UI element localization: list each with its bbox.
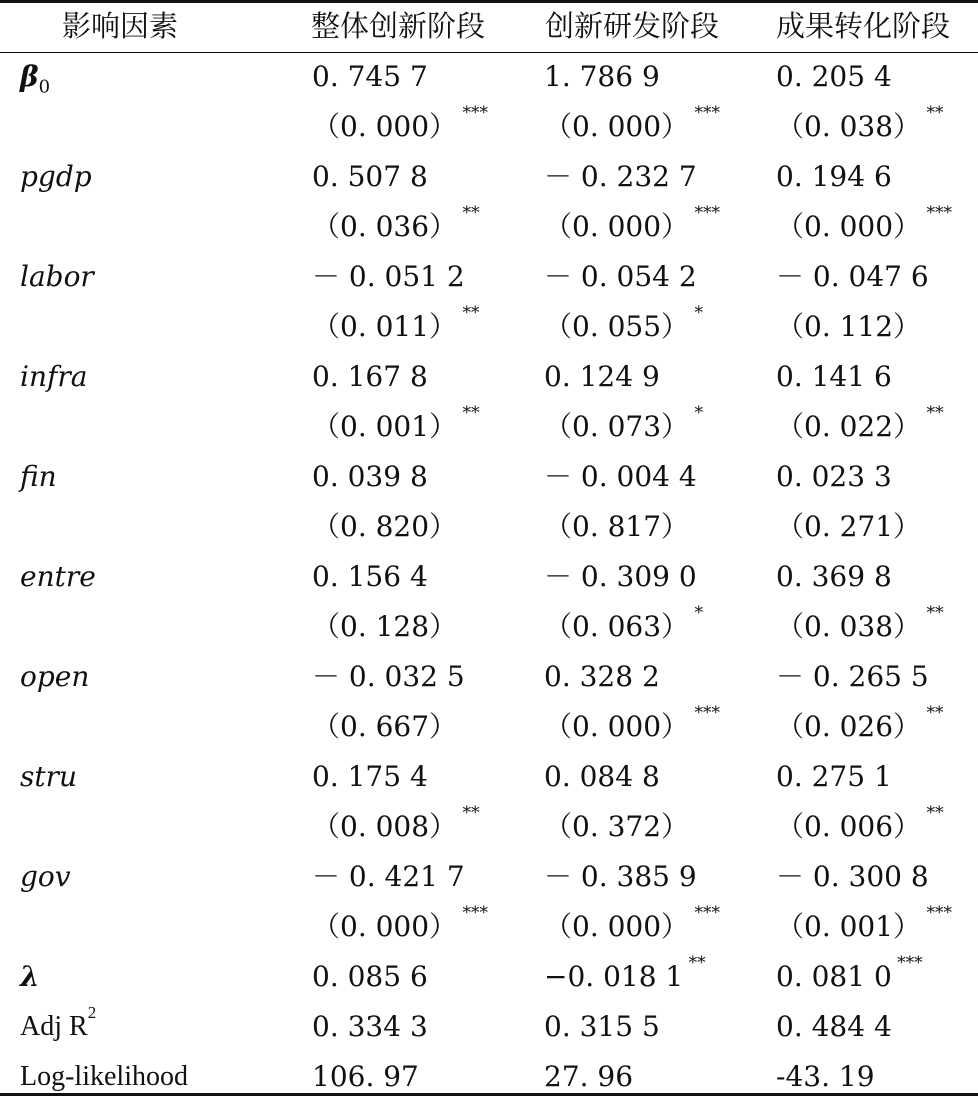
- table-row: [0, 402, 978, 452]
- table-row: [0, 452, 978, 502]
- rd-stage-cell: [544, 302, 703, 352]
- table-row: [0, 102, 978, 152]
- transformation-stage-cell: 0. 369 8: [776, 560, 892, 593]
- overall-stage-cell: （0. 128）: [312, 610, 458, 643]
- overall-stage-cell: 0. 175 4: [312, 760, 428, 793]
- rd-stage-cell: － 0. 309 0: [544, 560, 697, 593]
- transformation-stage-cell: 0. 275 1: [776, 760, 892, 793]
- overall-stage-cell: － 0. 421 7: [312, 860, 465, 893]
- rd-stage-cell: 27. 96: [544, 1060, 634, 1093]
- row-label: pgdp: [20, 160, 92, 193]
- table-row: [0, 502, 978, 552]
- rd-stage-cell: 0. 084 8: [544, 760, 660, 793]
- cell-value: （0. 055）: [544, 310, 690, 343]
- overall-stage-cell: 0. 334 3: [312, 1010, 428, 1043]
- overall-stage-cell: 0. 507 8: [312, 160, 428, 193]
- transformation-stage-cell: [776, 402, 943, 452]
- transformation-stage-cell: 0. 194 6: [776, 160, 892, 193]
- header-factor: 影响因素: [61, 9, 178, 43]
- cell-value: 0. 081 0: [776, 960, 892, 993]
- header-transformation-stage: 成果转化阶段: [775, 9, 950, 43]
- rd-stage-cell: － 0. 232 7: [544, 160, 697, 193]
- rd-stage-cell: 0. 328 2: [544, 660, 660, 693]
- table-row: [0, 152, 978, 202]
- cell-value: （0. 073）: [544, 410, 690, 443]
- cell-value: （0. 008）: [312, 810, 458, 843]
- cell-value: （0. 036）: [312, 210, 458, 243]
- cell-value: （0. 011）: [312, 310, 458, 343]
- table-row: [0, 252, 978, 302]
- table-row: [0, 852, 978, 902]
- transformation-stage-cell: [776, 802, 943, 852]
- row-label: open: [20, 660, 90, 693]
- header-rd-stage: 创新研发阶段: [544, 9, 719, 43]
- overall-stage-cell: [312, 802, 479, 852]
- row-label: Log-likelihood: [20, 1061, 188, 1092]
- transformation-stage-cell: [776, 602, 943, 652]
- significance-stars: ***: [921, 203, 952, 223]
- transformation-stage-cell: （0. 112）: [776, 310, 922, 343]
- table-row: [0, 602, 978, 652]
- transformation-stage-cell: （0. 271）: [776, 510, 922, 543]
- rd-stage-cell: [544, 902, 720, 952]
- transformation-stage-cell: [776, 952, 923, 1002]
- overall-stage-cell: 0. 156 4: [312, 560, 428, 593]
- significance-stars: *: [689, 403, 703, 423]
- cell-value: （0. 022）: [776, 410, 922, 443]
- overall-stage-cell: 106. 97: [312, 1060, 419, 1093]
- rd-stage-cell: [544, 952, 706, 1002]
- cell-value: （0. 006）: [776, 810, 922, 843]
- significance-stars: ***: [689, 903, 720, 923]
- transformation-stage-cell: － 0. 047 6: [776, 260, 929, 293]
- rd-stage-cell: 1. 786 9: [544, 60, 660, 93]
- overall-stage-cell: （0. 820）: [312, 510, 458, 543]
- cell-value: （0. 001）: [312, 410, 458, 443]
- significance-stars: ***: [689, 103, 720, 123]
- bottom-rule: [0, 1093, 978, 1096]
- overall-stage-cell: [312, 402, 479, 452]
- table-body: [0, 52, 978, 1102]
- cell-value: （0. 000）: [544, 910, 690, 943]
- significance-stars: *: [689, 603, 703, 623]
- rd-stage-cell: [544, 602, 703, 652]
- rd-stage-cell: － 0. 004 4: [544, 460, 697, 493]
- significance-stars: ***: [891, 953, 923, 973]
- significance-stars: **: [683, 953, 706, 973]
- significance-stars: **: [457, 303, 480, 323]
- cell-value: （0. 000）: [544, 210, 690, 243]
- row-label: λ: [20, 960, 40, 993]
- superscript: 2: [87, 1003, 97, 1022]
- overall-stage-cell: － 0. 051 2: [312, 260, 465, 293]
- transformation-stage-cell: 0. 141 6: [776, 360, 892, 393]
- transformation-stage-cell: 0. 205 4: [776, 60, 892, 93]
- significance-stars: **: [921, 603, 944, 623]
- cell-value: （0. 063）: [544, 610, 690, 643]
- table-row: [0, 902, 978, 952]
- significance-stars: **: [457, 403, 480, 423]
- overall-stage-cell: － 0. 032 5: [312, 660, 465, 693]
- transformation-stage-cell: 0. 023 3: [776, 460, 892, 493]
- significance-stars: **: [457, 203, 480, 223]
- cell-value: （0. 000）: [312, 110, 458, 143]
- cell-value: （0. 000）: [776, 210, 922, 243]
- cell-value: （0. 038）: [776, 110, 922, 143]
- transformation-stage-cell: － 0. 300 8: [776, 860, 929, 893]
- table-row: [0, 1002, 978, 1052]
- table-row: [0, 802, 978, 852]
- rd-stage-cell: 0. 124 9: [544, 360, 660, 393]
- rd-stage-cell: 0. 315 5: [544, 1010, 660, 1043]
- significance-stars: **: [921, 703, 944, 723]
- rd-stage-cell: （0. 817）: [544, 510, 690, 543]
- row-label: stru: [20, 760, 78, 793]
- cell-value: （0. 000）: [544, 110, 690, 143]
- significance-stars: ***: [689, 203, 720, 223]
- significance-stars: **: [457, 803, 480, 823]
- row-label: labor: [20, 260, 94, 293]
- table-header: [0, 0, 978, 52]
- table-row: [0, 302, 978, 352]
- significance-stars: *: [689, 303, 703, 323]
- overall-stage-cell: 0. 085 6: [312, 960, 428, 993]
- rd-stage-cell: － 0. 054 2: [544, 260, 697, 293]
- table-row: [0, 702, 978, 752]
- row-label: infra: [20, 360, 88, 393]
- table-row: [0, 652, 978, 702]
- cell-value: （0. 000）: [312, 910, 458, 943]
- overall-stage-cell: [312, 902, 488, 952]
- transformation-stage-cell: [776, 202, 952, 252]
- significance-stars: **: [921, 103, 944, 123]
- table-row: [0, 552, 978, 602]
- transformation-stage-cell: -43. 19: [776, 1060, 875, 1093]
- rd-stage-cell: （0. 372）: [544, 810, 690, 843]
- overall-stage-cell: 0. 167 8: [312, 360, 428, 393]
- table-row: [0, 52, 978, 102]
- transformation-stage-cell: － 0. 265 5: [776, 660, 929, 693]
- row-label: $\beta_0$: [20, 60, 51, 98]
- table-row: [0, 752, 978, 802]
- cell-value: （0. 038）: [776, 610, 922, 643]
- transformation-stage-cell: 0. 484 4: [776, 1010, 892, 1043]
- rd-stage-cell: [544, 202, 720, 252]
- rd-stage-cell: [544, 102, 720, 152]
- cell-value: （0. 026）: [776, 710, 922, 743]
- transformation-stage-cell: [776, 702, 943, 752]
- significance-stars: ***: [457, 903, 488, 923]
- row-label: fin: [20, 460, 57, 493]
- rd-stage-cell: [544, 702, 720, 752]
- row-label: entre: [20, 560, 96, 593]
- rd-stage-cell: [544, 402, 703, 452]
- overall-stage-cell: 0. 745 7: [312, 60, 428, 93]
- overall-stage-cell: [312, 102, 488, 152]
- transformation-stage-cell: [776, 102, 943, 152]
- significance-stars: ***: [457, 103, 488, 123]
- overall-stage-cell: （0. 667）: [312, 710, 458, 743]
- overall-stage-cell: [312, 202, 479, 252]
- significance-stars: **: [921, 803, 944, 823]
- significance-stars: **: [921, 403, 944, 423]
- rd-stage-cell: － 0. 385 9: [544, 860, 697, 893]
- cell-value: −0. 018 1: [544, 960, 684, 993]
- cell-value: （0. 000）: [544, 710, 690, 743]
- significance-stars: ***: [689, 703, 720, 723]
- transformation-stage-cell: [776, 902, 952, 952]
- subscript: 0: [38, 76, 51, 98]
- table-row: [0, 202, 978, 252]
- overall-stage-cell: 0. 039 8: [312, 460, 428, 493]
- row-label: Adj $R^2$: [20, 1003, 97, 1042]
- header-overall-stage: 整体创新阶段: [310, 9, 485, 43]
- significance-stars: ***: [921, 903, 952, 923]
- row-label: gov: [20, 860, 71, 893]
- overall-stage-cell: [312, 302, 479, 352]
- table-row: [0, 352, 978, 402]
- table-row: [0, 952, 978, 1002]
- cell-value: （0. 001）: [776, 910, 922, 943]
